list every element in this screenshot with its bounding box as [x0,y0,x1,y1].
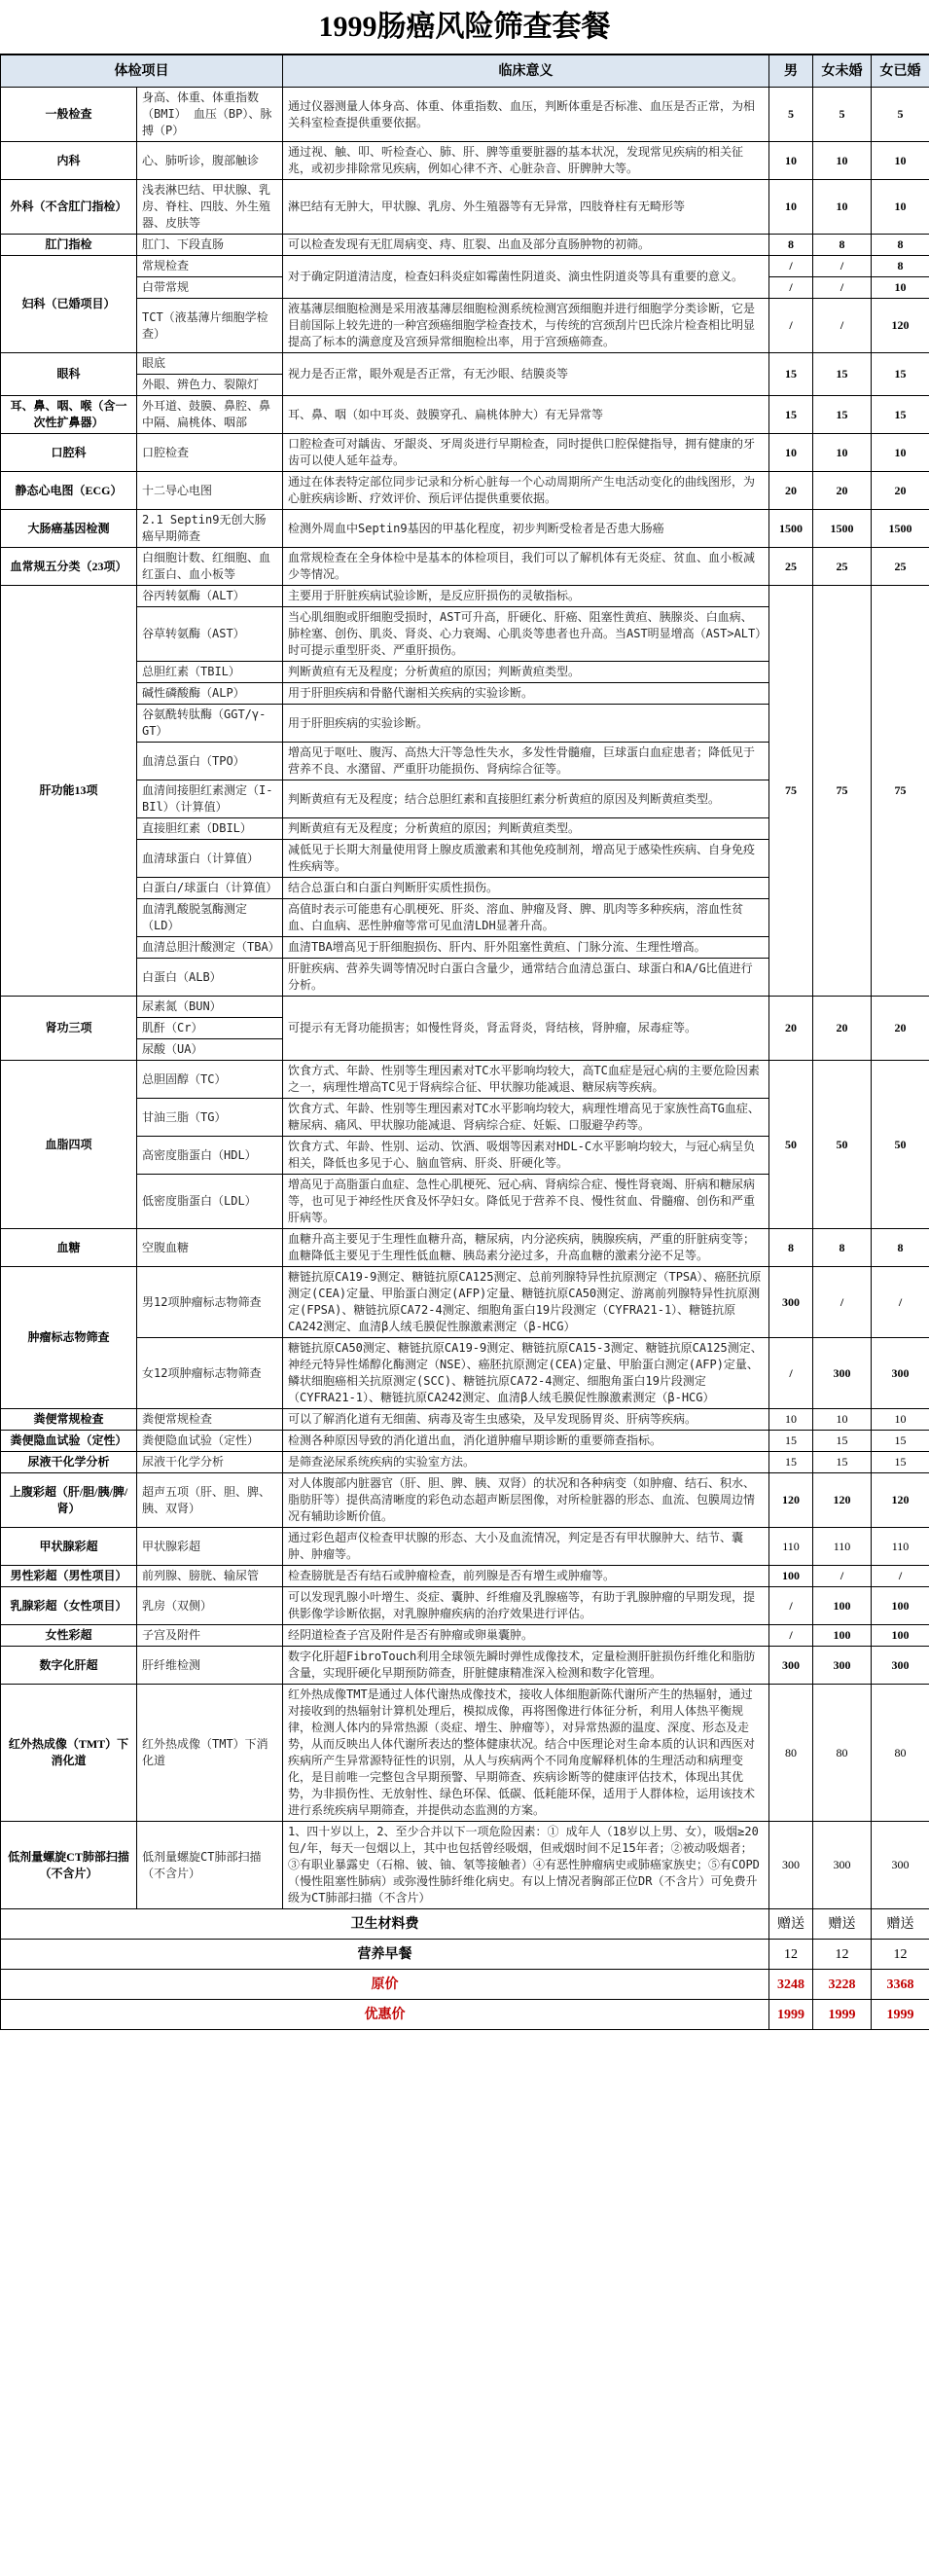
price-married-female: 8 [872,235,929,256]
category-cell: 内科 [1,142,137,180]
price-unmarried-female: 100 [813,1587,872,1625]
footer-label: 营养早餐 [1,1940,769,1970]
price-married-female: 300 [872,1338,929,1409]
price-unmarried-female: 3228 [813,1970,872,2000]
category-cell: 血常规五分类（23项） [1,548,137,586]
price-male: 赠送 [769,1909,813,1940]
category-cell: 乳腺彩超（女性项目） [1,1587,137,1625]
item-cell: 眼底 [137,353,283,375]
item-cell: 白蛋白（ALB） [137,959,283,997]
meaning-cell: 主要用于肝脏疾病试验诊断，是反应肝损伤的灵敏指标。 [283,586,769,607]
table-header-row [1,55,929,88]
meaning-cell: 是筛查泌尿系统疾病的实验室方法。 [283,1452,769,1473]
meaning-cell: 可提示有无肾功能损害；如慢性肾炎，肾盂肾炎，肾结核，肾肿瘤，尿毒症等。 [283,997,769,1061]
item-cell: 肝纤维检测 [137,1647,283,1685]
item-cell: 女12项肿瘤标志物筛查 [137,1338,283,1409]
footer-label: 优惠价 [1,2000,769,2030]
item-cell: 2.1 Septin9无创大肠癌早期筛查 [137,510,283,548]
category-cell: 眼科 [1,353,137,396]
meaning-cell: 对于确定阴道清洁度，检查妇科炎症如霉菌性阴道炎、滴虫性阴道炎等具有重要的意义。 [283,256,769,299]
price-unmarried-female: 10 [813,434,872,472]
footer-label: 原价 [1,1970,769,2000]
table-row [1,472,929,510]
footer-row-discount-price [1,2000,929,2030]
item-cell: 子宫及附件 [137,1625,283,1647]
meaning-cell: 可以了解消化道有无细菌、病毒及寄生虫感染，及早发现肠胃炎、肝病等疾病。 [283,1409,769,1431]
category-cell: 妇科（已婚项目） [1,256,137,353]
price-male: / [769,256,813,277]
header-category: 体检项目 [1,55,283,88]
price-male: 1500 [769,510,813,548]
table-row [1,1473,929,1528]
item-cell: 总胆固醇（TC） [137,1061,283,1099]
price-unmarried-female: 100 [813,1625,872,1647]
price-male: 120 [769,1473,813,1528]
category-cell: 血糖 [1,1229,137,1267]
item-cell: TCT（液基薄片细胞学检查） [137,299,283,353]
price-male: 25 [769,548,813,586]
item-cell: 口腔检查 [137,434,283,472]
price-unmarried-female: 120 [813,1473,872,1528]
price-male: 50 [769,1061,813,1229]
category-cell: 尿液干化学分析 [1,1452,137,1473]
table-row [1,1431,929,1452]
table-row [1,1452,929,1473]
meaning-cell: 可以检查发现有无肛周病变、痔、肛裂、出血及部分直肠肿物的初筛。 [283,235,769,256]
table-body [1,88,929,1909]
item-cell: 肛门、下段直肠 [137,235,283,256]
price-married-female: 15 [872,353,929,396]
price-unmarried-female: 15 [813,353,872,396]
category-cell: 数字化肝超 [1,1647,137,1685]
category-cell: 粪便常规检查 [1,1409,137,1431]
item-cell: 浅表淋巴结、甲状腺、乳房、脊柱、四肢、外生殖器、皮肤等 [137,180,283,235]
price-unmarried-female: 8 [813,235,872,256]
item-cell: 常规检查 [137,256,283,277]
item-cell: 外眼、辨色力、裂隙灯 [137,375,283,396]
price-male: 80 [769,1685,813,1822]
price-married-female: 10 [872,1409,929,1431]
price-married-female: 300 [872,1647,929,1685]
meaning-cell: 高值时表示可能患有心肌梗死、肝炎、溶血、肿瘤及肾、脾、肌肉等多种疾病，溶血性贫血、白血病、恶性肿瘤等常可见血清LDH显著升高。 [283,899,769,937]
category-cell: 上腹彩超（肝/胆/胰/脾/肾） [1,1473,137,1528]
item-cell: 谷丙转氨酶（ALT） [137,586,283,607]
meaning-cell: 经阴道检查子宫及附件是否有肿瘤或卵巢囊肿。 [283,1625,769,1647]
price-married-female: 1500 [872,510,929,548]
price-male: 15 [769,353,813,396]
price-unmarried-female: 8 [813,1229,872,1267]
price-male: 300 [769,1267,813,1338]
item-cell: 空腹血糖 [137,1229,283,1267]
table-row [1,88,929,142]
price-married-female: 8 [872,256,929,277]
price-married-female: 20 [872,997,929,1061]
price-unmarried-female: / [813,1267,872,1338]
header-unmarried-female: 女未婚 [813,55,872,88]
table-row [1,1647,929,1685]
price-unmarried-female: / [813,277,872,299]
item-cell: 血清球蛋白（计算值） [137,840,283,878]
footer-row-supplies [1,1909,929,1940]
price-married-female: 10 [872,142,929,180]
price-married-female: 15 [872,1452,929,1473]
item-cell: 直接胆红素（DBIL） [137,818,283,840]
table-row [1,1566,929,1587]
footer-row-breakfast [1,1940,929,1970]
item-cell: 乳房（双侧） [137,1587,283,1625]
meaning-cell: 可以发现乳腺小叶增生、炎症、囊肿、纤维瘤及乳腺癌等，有助于乳腺肿瘤的早期发现，提供影像学诊断依据，对乳腺肿瘤疾病的治疗效果进行评估。 [283,1587,769,1625]
price-unmarried-female: 15 [813,396,872,434]
price-married-female: 3368 [872,1970,929,2000]
item-cell: 粪便常规检查 [137,1409,283,1431]
price-married-female: 80 [872,1685,929,1822]
item-cell: 谷氨酰转肽酶（GGT/γ-GT） [137,705,283,743]
table-row [1,997,929,1018]
item-cell: 身高、体重、体重指数（BMI） 血压（BP）、脉搏（P） [137,88,283,142]
price-unmarried-female: 300 [813,1822,872,1909]
meaning-cell: 结合总蛋白和白蛋白判断肝实质性损伤。 [283,878,769,899]
category-cell: 耳、鼻、咽、喉（含一次性扩鼻器） [1,396,137,434]
price-male: 15 [769,1431,813,1452]
price-male: 3248 [769,1970,813,2000]
page-title: 1999肠癌风险筛查套餐 [0,0,929,54]
table-row [1,299,929,353]
price-unmarried-female: 80 [813,1685,872,1822]
table-row [1,434,929,472]
meaning-cell: 通过彩色超声仪检查甲状腺的形态、大小及血流情况，判定是否有甲状腺肿大、结节、囊肿、肿瘤等。 [283,1528,769,1566]
item-cell: 红外热成像（TMT）下消化道 [137,1685,283,1822]
item-cell: 白细胞计数、红细胞、血红蛋白、血小板等 [137,548,283,586]
table-row [1,235,929,256]
price-married-female: 75 [872,586,929,997]
price-married-female: 120 [872,299,929,353]
price-married-female: 100 [872,1625,929,1647]
price-married-female: 10 [872,434,929,472]
table-row [1,353,929,375]
price-married-female: 100 [872,1587,929,1625]
header-married-female: 女已婚 [872,55,929,88]
category-cell: 肾功三项 [1,997,137,1061]
price-unmarried-female: / [813,299,872,353]
price-male: / [769,277,813,299]
item-cell: 总胆红素（TBIL） [137,662,283,683]
item-cell: 血清总胆汁酸测定（TBA） [137,937,283,959]
table-row [1,1061,929,1099]
price-unmarried-female: 50 [813,1061,872,1229]
item-cell: 十二导心电图 [137,472,283,510]
price-male: 100 [769,1566,813,1587]
price-male: 15 [769,396,813,434]
price-married-female: 10 [872,277,929,299]
price-unmarried-female: 5 [813,88,872,142]
price-unmarried-female: / [813,256,872,277]
price-male: 8 [769,235,813,256]
price-unmarried-female: 20 [813,472,872,510]
meaning-cell: 1、四十岁以上，2、至少合并以下一项危险因素：① 成年人（18岁以上男、女），吸烟≥20包/年，每天一包烟以上，其中也包括曾经吸烟，但戒烟时间不足15年者；②被动吸烟者；③有职业暴露史（石棉、铍、铀、氡等接触者）④有恶性肿瘤病史或肺癌家族史；⑤有COPD（慢性阻塞性肺病）或弥漫性肺纤维化病史。有以上情况者胸部正位DR（不含片）可免费升级为CT肺部扫描（不含片） [283,1822,769,1909]
item-cell: 前列腺、膀胱、输尿管 [137,1566,283,1587]
category-cell: 一般检查 [1,88,137,142]
meaning-cell: 血常规检查在全身体检中是基本的体检项目，我们可以了解机体有无炎症、贫血、血小板减少等情况。 [283,548,769,586]
meaning-cell: 耳、鼻、咽（如中耳炎、鼓膜穿孔、扁桃体肿大）有无异常等 [283,396,769,434]
price-married-female: 10 [872,180,929,235]
meaning-cell: 淋巴结有无肿大，甲状腺、乳房、外生殖器等有无异常，四肢脊柱有无畸形等 [283,180,769,235]
price-male: 12 [769,1940,813,1970]
item-cell: 男12项肿瘤标志物筛查 [137,1267,283,1338]
item-cell: 血清乳酸脱氢酶测定（LD） [137,899,283,937]
meaning-cell: 对人体腹部内脏器官（肝、胆、脾、胰、双肾）的状况和各种病变（如肿瘤、结石、积水、脂肪肝等）提供高清晰度的彩色动态超声断层图像，对所检脏器的形态、血流、包膜周边情况有辅助诊断价值。 [283,1473,769,1528]
item-cell: 粪便隐血试验（定性） [137,1431,283,1452]
price-unmarried-female: 1500 [813,510,872,548]
meaning-cell: 减低见于长期大剂量使用肾上腺皮质激素和其他免疫制剂，增高见于感染性疾病、自身免疫性疾病等。 [283,840,769,878]
meaning-cell: 增高见于呕吐、腹泻、高热大汗等急性失水，多发性骨髓瘤，巨球蛋白血症患者；降低见于营养不良、水潴留、严重肝功能损伤、肾病综合征等。 [283,743,769,780]
price-married-female: 8 [872,1229,929,1267]
item-cell: 血清间接胆红素测定（I-BIl）（计算值） [137,780,283,818]
item-cell: 碱性磷酸酶（ALP） [137,683,283,705]
table-row [1,1409,929,1431]
price-married-female: 1999 [872,2000,929,2030]
price-male: / [769,1338,813,1409]
price-unmarried-female: 300 [813,1338,872,1409]
category-cell: 静态心电图（ECG） [1,472,137,510]
meaning-cell: 增高见于高脂蛋白血症、急性心肌梗死、冠心病、肾病综合症、慢性肾衰竭、肝病和糖尿病等，也可见于神经性厌食及怀孕妇女。降低见于营养不良、慢性贫血、骨髓瘤、创伤和严重肝病等。 [283,1175,769,1229]
category-cell: 肿瘤标志物筛查 [1,1267,137,1409]
table-row [1,1685,929,1822]
price-male: 10 [769,142,813,180]
price-married-female: 110 [872,1528,929,1566]
meaning-cell: 判断黄疸有无及程度；分析黄疸的原因；判断黄疸类型。 [283,818,769,840]
price-male: 75 [769,586,813,997]
price-male: 5 [769,88,813,142]
table-row [1,142,929,180]
item-cell: 血清总蛋白（TPO） [137,743,283,780]
item-cell: 尿素氮（BUN） [137,997,283,1018]
price-married-female: 赠送 [872,1909,929,1940]
price-unmarried-female: 25 [813,548,872,586]
price-male: 10 [769,1409,813,1431]
price-married-female: / [872,1566,929,1587]
price-male: 300 [769,1647,813,1685]
table-row [1,1625,929,1647]
item-cell: 心、肺听诊，腹部触诊 [137,142,283,180]
item-cell: 低剂量螺旋CT肺部扫描（不含片） [137,1822,283,1909]
item-cell: 尿酸（UA） [137,1039,283,1061]
price-married-female: 20 [872,472,929,510]
price-male: / [769,1625,813,1647]
header-male: 男 [769,55,813,88]
meaning-cell: 肝脏疾病、营养失调等情况时白蛋白含量少，通常结合血清总蛋白、球蛋白和A/G比值进行分析。 [283,959,769,997]
footer-label: 卫生材料费 [1,1909,769,1940]
meaning-cell: 检测各种原因导致的消化道出血，消化道肿瘤早期诊断的重要筛查指标。 [283,1431,769,1452]
exam-package-table [0,54,929,2030]
price-married-female: 12 [872,1940,929,1970]
price-unmarried-female: 1999 [813,2000,872,2030]
table-row [1,548,929,586]
meaning-cell: 判断黄疸有无及程度；结合总胆红素和直接胆红素分析黄疸的原因及判断黄疸类型。 [283,780,769,818]
item-cell: 甘油三脂（TG） [137,1099,283,1137]
category-cell: 低剂量螺旋CT肺部扫描（不含片） [1,1822,137,1909]
meaning-cell: 血糖升高主要见于生理性血糖升高，糖尿病，内分泌疾病，胰腺疾病，严重的肝脏病变等；血糖降低主要见于生理性低血糖、胰岛素分泌过多，升高血糖的激素分泌不足等。 [283,1229,769,1267]
item-cell: 谷草转氨酶（AST） [137,607,283,662]
price-male: 110 [769,1528,813,1566]
price-male: 1999 [769,2000,813,2030]
category-cell: 男性彩超（男性项目） [1,1566,137,1587]
price-male: 300 [769,1822,813,1909]
meaning-cell: 检查膀胱是否有结石或肿瘤检查，前列腺是否有增生或肿瘤等。 [283,1566,769,1587]
table-row [1,510,929,548]
meaning-cell: 血清TBA增高见于肝细胞损伤、肝内、肝外阻塞性黄疸、门脉分流、生理性增高。 [283,937,769,959]
meaning-cell: 饮食方式、年龄、性别等生理因素对TC水平影响均较大，高TC血症是冠心病的主要危险因素之一，病理性增高TC见于肾病综合征、甲状腺功能减退、糖尿病等疾病。 [283,1061,769,1099]
price-unmarried-female: 15 [813,1431,872,1452]
meaning-cell: 饮食方式、年龄、性别等生理因素对TC水平影响均较大，病理性增高见于家族性高TG血症、糖尿病、痛风、甲状腺功能减退、肾病综合症、妊娠、口服避孕药等。 [283,1099,769,1137]
price-unmarried-female: 12 [813,1940,872,1970]
meaning-cell: 视力是否正常，眼外观是否正常，有无沙眼、结膜炎等 [283,353,769,396]
table-row [1,396,929,434]
table-row [1,1267,929,1338]
category-cell: 粪便隐血试验（定性） [1,1431,137,1452]
item-cell: 白带常规 [137,277,283,299]
table-row [1,1338,929,1409]
price-married-female: / [872,1267,929,1338]
meaning-cell: 液基薄层细胞检测是采用液基薄层细胞检测系统检测宫颈细胞并进行细胞学分类诊断，它是目前国际上较先进的一种宫颈癌细胞学检查技术，与传统的宫颈刮片巴氏涂片检查相比明显提高了标本的满意度及宫颈异常细胞检出率，用于宫颈癌筛查。 [283,299,769,353]
category-cell: 肝功能13项 [1,586,137,997]
category-cell: 红外热成像（TMT）下消化道 [1,1685,137,1822]
price-male: 10 [769,180,813,235]
table-row [1,1229,929,1267]
table-row [1,180,929,235]
price-male: 20 [769,997,813,1061]
price-married-female: 120 [872,1473,929,1528]
price-unmarried-female: 10 [813,1409,872,1431]
meaning-cell: 通过仪器测量人体身高、体重、体重指数、血压，判断体重是否标准、血压是否正常，为相关科室检查提供重要依据。 [283,88,769,142]
price-unmarried-female: 赠送 [813,1909,872,1940]
price-male: 10 [769,434,813,472]
meaning-cell: 通过在体表特定部位同步记录和分析心脏每一个心动周期所产生电活动变化的曲线图形，为心脏疾病诊断、疗效评价、预后评估提供重要依据。 [283,472,769,510]
price-male: / [769,299,813,353]
item-cell: 超声五项（肝、胆、脾、胰、双肾） [137,1473,283,1528]
item-cell: 外耳道、鼓膜、鼻腔、鼻中隔、扁桃体、咽部 [137,396,283,434]
item-cell: 低密度脂蛋白（LDL） [137,1175,283,1229]
category-cell: 血脂四项 [1,1061,137,1229]
meaning-cell: 数字化肝超FibroTouch利用全球领先瞬时弹性成像技术，定量检测肝脏损伤纤维化和脂肪含量，实现肝硬化早期预防筛查，肝脏健康精准深入检测和数字化管理。 [283,1647,769,1685]
header-meaning: 临床意义 [283,55,769,88]
table-row [1,256,929,277]
table-row [1,1587,929,1625]
category-cell: 外科（不含肛门指检） [1,180,137,235]
table-row [1,1528,929,1566]
meaning-cell: 通过视、触、叩、听检查心、肺、肝、脾等重要脏器的基本状况，发现常见疾病的相关征兆，或初步排除常见疾病，例如心律不齐、心脏杂音、肝脾肿大等。 [283,142,769,180]
price-married-female: 5 [872,88,929,142]
price-married-female: 15 [872,396,929,434]
item-cell: 肌酐（Cr） [137,1018,283,1039]
meaning-cell: 用于肝胆疾病的实验诊断。 [283,705,769,743]
price-male: 8 [769,1229,813,1267]
category-cell: 甲状腺彩超 [1,1528,137,1566]
meaning-cell: 饮食方式、年龄、性别、运动、饮酒、吸烟等因素对HDL-C水平影响均较大，与冠心病呈负相关，降低也多见于心、脑血管病、肝炎、肝硬化等。 [283,1137,769,1175]
item-cell: 尿液干化学分析 [137,1452,283,1473]
meaning-cell: 检测外周血中Septin9基因的甲基化程度，初步判断受检者是否患大肠癌 [283,510,769,548]
price-unmarried-female: 110 [813,1528,872,1566]
category-cell: 口腔科 [1,434,137,472]
price-married-female: 15 [872,1431,929,1452]
price-male: 20 [769,472,813,510]
price-male: / [769,1587,813,1625]
price-unmarried-female: 15 [813,1452,872,1473]
price-unmarried-female: 10 [813,180,872,235]
item-cell: 高密度脂蛋白（HDL） [137,1137,283,1175]
table-row [1,586,929,607]
price-unmarried-female: 75 [813,586,872,997]
price-male: 15 [769,1452,813,1473]
category-cell: 肛门指检 [1,235,137,256]
price-unmarried-female: / [813,1566,872,1587]
item-cell: 白蛋白/球蛋白（计算值） [137,878,283,899]
meaning-cell: 当心肌细胞或肝细胞受损时，AST可升高，肝硬化、肝癌、阻塞性黄疸、胰腺炎、白血病、肺栓塞、创伤、肌炎、肾炎、心力衰竭、心肌炎等患者也升高。当AST明显增高（AST>ALT）时可提示重型肝炎、严重肝损伤。 [283,607,769,662]
item-cell: 甲状腺彩超 [137,1528,283,1566]
meaning-cell: 糖链抗原CA50测定、糖链抗原CA19-9测定、糖链抗原CA15-3测定、糖链抗原CA125测定、神经元特异性烯醇化酶测定（NSE）、癌胚抗原测定(CEA)定量、甲胎蛋白测定(AFP)定量、鳞状细胞癌相关抗原测定(SCC)、糖链抗原CA72-4测定、细胞角蛋白19片段测定（CYFRA21-1）、糖链抗原CA242测定、血清β人绒毛膜促性腺激素测定（β-HCG） [283,1338,769,1409]
meaning-cell: 红外热成像TMT是通过人体代谢热成像技术，接收人体细胞新陈代谢所产生的热辐射，通过对接收到的热辐射计算机处理后，模拟成像，再将图像进行体征分析，利用人体热平衡规律，检测人体内的异常热源（炎症、增生、肿瘤等），对异常热源的温度、深度、形态及走势，从而反映出人体代谢所表达的整体健康状况。结合中医理论对生命本质的认识和西医对疾病所产生异常源特征性的识别，从人与疾病两个不同角度解释机体的生理活动和病理变化，是目前唯一完整包含早期预警、早期筛查、疾病诊断等的健康评估技术，体现出其优势，为非损伤性、无放射性、绿色环保、低碳、低耗能环保，适用于人群体检，运用该技术进行系统疾病早期筛查，并提供动态监测的方案。 [283,1685,769,1822]
meaning-cell: 糖链抗原CA19-9测定、糖链抗原CA125测定、总前列腺特异性抗原测定（TPSA）、癌胚抗原测定(CEA)定量、甲胎蛋白测定(AFP)定量、糖链抗原CA50测定、游离前列腺特异性抗原测定(FPSA)、糖链抗原CA72-4测定、细胞角蛋白19片段测定（CYFRA21-1）、糖链抗原CA242测定、血清β人绒毛膜促性腺激素测定（β-HCG） [283,1267,769,1338]
price-unmarried-female: 10 [813,142,872,180]
price-unmarried-female: 300 [813,1647,872,1685]
category-cell: 女性彩超 [1,1625,137,1647]
meaning-cell: 判断黄疸有无及程度；分析黄疸的原因；判断黄疸类型。 [283,662,769,683]
price-married-female: 50 [872,1061,929,1229]
meaning-cell: 口腔检查可对龋齿、牙龈炎、牙周炎进行早期检查，同时提供口腔保健指导，拥有健康的牙齿可以使人延年益寿。 [283,434,769,472]
price-married-female: 300 [872,1822,929,1909]
meaning-cell: 用于肝胆疾病和骨骼代谢相关疾病的实验诊断。 [283,683,769,705]
price-married-female: 25 [872,548,929,586]
table-row [1,1822,929,1909]
price-unmarried-female: 20 [813,997,872,1061]
footer-row-original-price [1,1970,929,2000]
category-cell: 大肠癌基因检测 [1,510,137,548]
